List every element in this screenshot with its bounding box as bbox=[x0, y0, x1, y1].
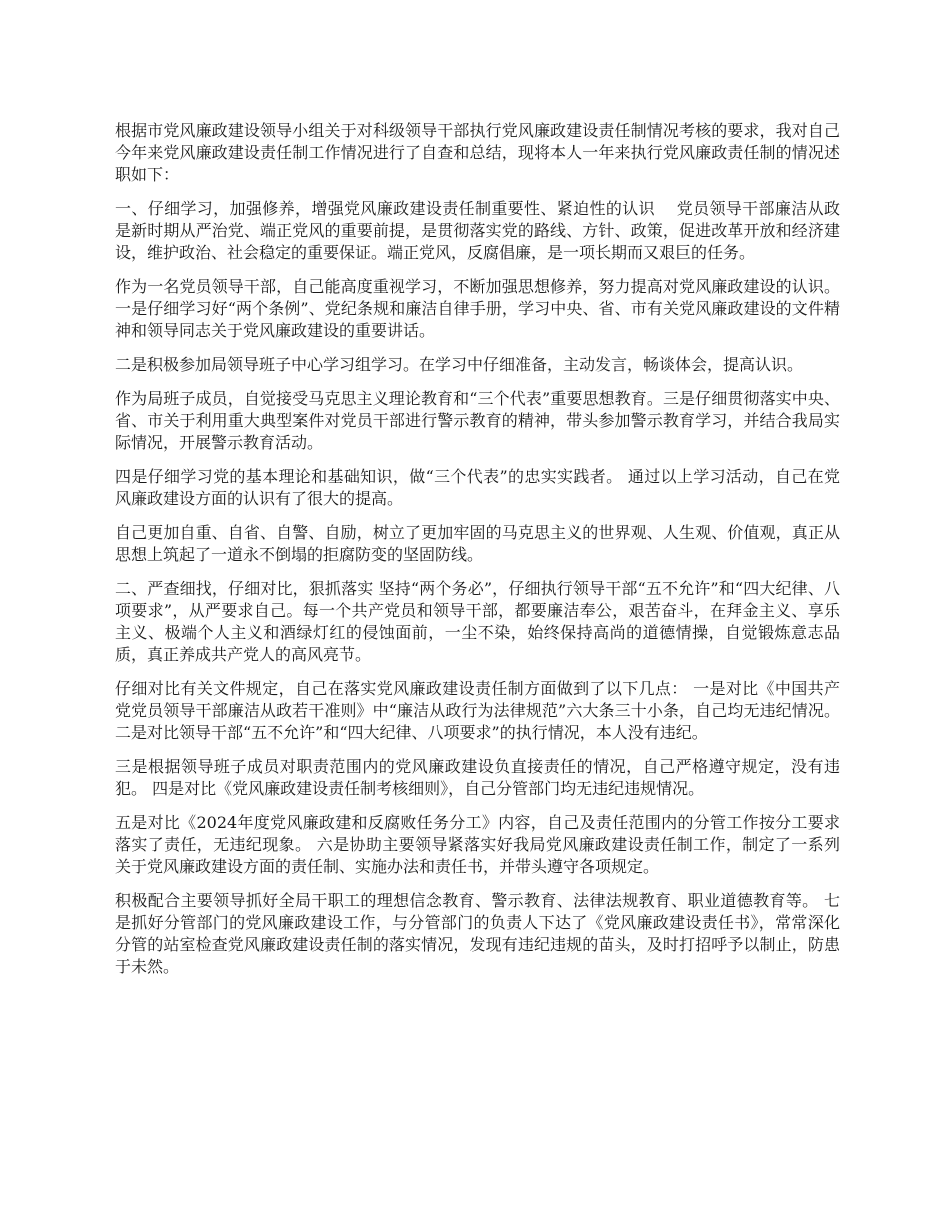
paragraph-section-one: 一、仔细学习，加强修养，增强党风廉政建设责任制重要性、紧迫性的认识 党员领导干部廉洁从政是新时期从严治党、端正党风的重要前提，是贯彻落实党的路线、方针、政策，促进改革开放和经济建设，维护政治、社会稳定的重要保证。端正党风，反腐倡廉，是一项长期而又艰巨的任务。 bbox=[115, 199, 840, 262]
paragraph-compare-three: 三是根据领导班子成员对职责范围内的党风廉政建设负直接责任的情况，自己严格遵守规定，没有违犯。 四是对比《党风廉政建设责任制考核细则》，自己分管部门均无违纪违规情况。 bbox=[115, 757, 840, 798]
paragraph-self-discipline: 自己更加自重、自省、自警、自励，树立了更加牢固的马克思主义的世界观、人生观、价值观，真正从思想上筑起了一道永不倒塌的拒腐防变的坚固防线。 bbox=[115, 523, 840, 564]
paragraph-study-one: 作为一名党员领导干部，自己能高度重视学习，不断加强思想修养，努力提高对党风廉政建设的认识。一是仔细学习好“两个条例”、党纪条规和廉洁自律手册，学习中央、省、市有关党风廉政建设的文件精神和领导同志关于党风廉政建设的重要讲话。 bbox=[115, 277, 840, 340]
document-body bbox=[115, 120, 840, 990]
paragraph-intro: 根据市党风廉政建设领导小组关于对科级领导干部执行党风廉政建设责任制情况考核的要求，我对自己今年来党风廉政建设责任制工作情况进行了自查和总结，现将本人一年来执行党风廉政责任制的情况述职如下： bbox=[115, 121, 840, 184]
paragraph-study-four: 四是仔细学习党的基本理论和基础知识，做“三个代表”的忠实实践者。 通过以上学习活动，自己在党风廉政建设方面的认识有了很大的提高。 bbox=[115, 467, 840, 508]
paragraph-compare-one: 仔细对比有关文件规定，自己在落实党风廉政建设责任制方面做到了以下几点： 一是对比《中国共产党党员领导干部廉洁从政若干准则》中“廉洁从政行为法律规范”六大条三十小条，自己均无违纪情况。 二是对比领导干部“五不允许”和“四大纪律、八项要求”的执行情况，本人没有违纪。 bbox=[115, 679, 840, 742]
paragraph-study-two: 二是积极参加局领导班子中心学习组学习。在学习中仔细准备，主动发言，畅谈体会，提高认识。 bbox=[115, 355, 804, 374]
paragraph-compare-seven: 积极配合主要领导抓好全局干职工的理想信念教育、警示教育、法律法规教育、职业道德教育等。 七是抓好分管部门的党风廉政建设工作，与分管部门的负责人下达了《党风廉政建设责任书》，常常深化分管的站室检查党风廉政建设责任制的落实情况，发现有违纪违规的苗头，及时打招呼予以制止，防患于未然。 bbox=[115, 891, 840, 976]
paragraph-compare-five: 五是对比《2024年度党风廉政建和反腐败任务分工》内容，自己及责任范围内的分管工作按分工要求落实了责任，无违纪现象。 六是协助主要领导紧落实好我局党风廉政建设责任制工作，制定了一系列关于党风廉政建设方面的责任制、实施办法和责任书，并带头遵守各项规定。 bbox=[115, 813, 840, 876]
paragraph-section-two: 二、严查细找，仔细对比，狠抓落实 坚持“两个务必”，仔细执行领导干部“五不允许”和“四大纪律、八项要求”，从严要求自己。每一个共产党员和领导干部，都要廉洁奉公，艰苦奋斗，在拜金主义、享乐主义、极端个人主义和酒绿灯红的侵蚀面前，一尘不染，始终保持高尚的道德情操，自觉锻炼意志品质，真正养成共产党人的高风亮节。 bbox=[115, 579, 840, 664]
paragraph-study-three: 作为局班子成员，自觉接受马克思主义理论教育和“三个代表”重要思想教育。三是仔细贯彻落实中央、省、市关于利用重大典型案件对党员干部进行警示教育的精神，带头参加警示教育学习，并结合我局实际情况，开展警示教育活动。 bbox=[115, 389, 840, 452]
